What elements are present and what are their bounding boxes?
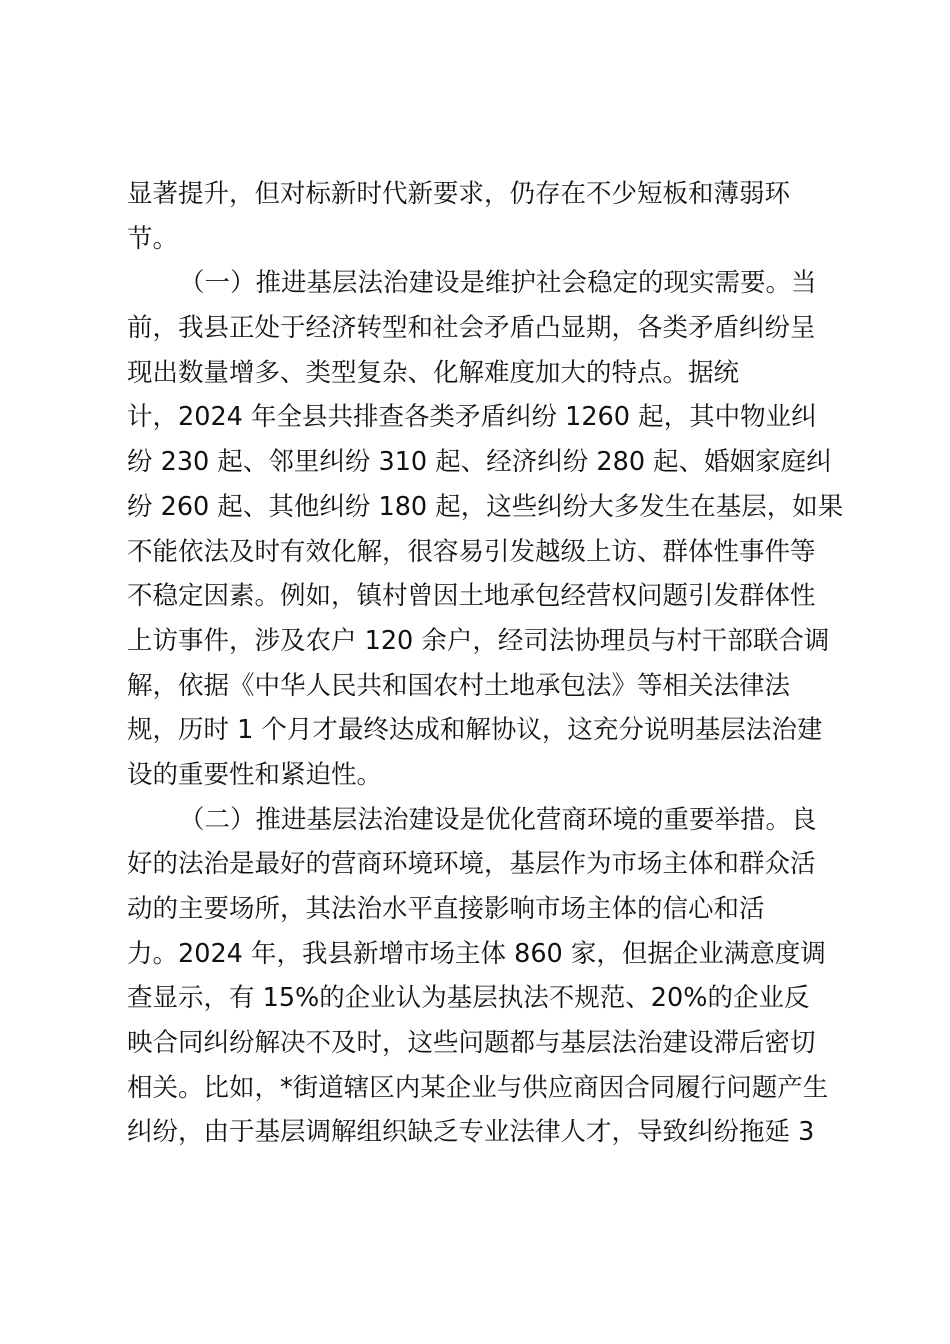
text-line: 动的主要场所，其法治水平直接影响市场主体的信心和活	[127, 894, 765, 924]
text-line: 设的重要性和紧迫性。	[127, 759, 383, 790]
document-body	[127, 172, 844, 1155]
text-line: 计，2024 年全县共排查各类矛盾纠纷 1260 起，其中物业纠	[127, 402, 817, 433]
text-line: 前，我县正处于经济转型和社会矛盾凸显期，各类矛盾纠纷呈	[127, 313, 816, 344]
text-line: 查显示，有 15%的企业认为基层执法不规范、20%的企业反	[127, 983, 810, 1014]
text-line: 上访事件，涉及农户 120 余户，经司法协理员与村干部联合调	[127, 625, 830, 656]
text-line: 纷 260 起、其他纠纷 180 起，这些纠纷大多发生在基层，如果	[127, 491, 844, 522]
text-line: 显著提升，但对标新时代新要求，仍存在不少短板和薄弱环	[127, 179, 791, 209]
text-line: 节。	[127, 223, 179, 254]
text-line: 规，历时 1 个月才最终达成和解协议，这充分说明基层法治建	[127, 715, 823, 746]
text-line: 解，依据《中华人民共和国农村土地承包法》等相关法律法	[127, 670, 791, 701]
text-line: 不能依法及时有效化解，很容易引发越级上访、群体性事件等	[127, 536, 816, 567]
text-line: 现出数量增多、类型复杂、化解难度加大的特点。据统	[127, 357, 740, 388]
text-line: 好的法治是最好的营商环境环境，基层作为市场主体和群众活	[127, 849, 816, 880]
text-line: （一）推进基层法治建设是维护社会稳定的现实需要。当	[179, 268, 817, 299]
text-line: 相关。比如，*街道辖区内某企业与供应商因合同履行问题产生	[127, 1072, 829, 1103]
text-line: 力。2024 年，我县新增市场主体 860 家，但据企业满意度调	[127, 938, 826, 969]
text-line: 映合同纠纷解决不及时，这些问题都与基层法治建设滞后密切	[127, 1028, 816, 1059]
text-line: （二）推进基层法治建设是优化营商环境的重要举措。良	[179, 804, 817, 835]
text-line: 纷 230 起、邻里纠纷 310 起、经济纠纷 280 起、婚姻家庭纠	[127, 447, 832, 478]
text-line: 纠纷，由于基层调解组织缺乏专业法律人才，导致纠纷拖延 3	[127, 1117, 815, 1148]
text-line: 不稳定因素。例如，镇村曾因土地承包经营权问题引发群体性	[127, 581, 816, 612]
